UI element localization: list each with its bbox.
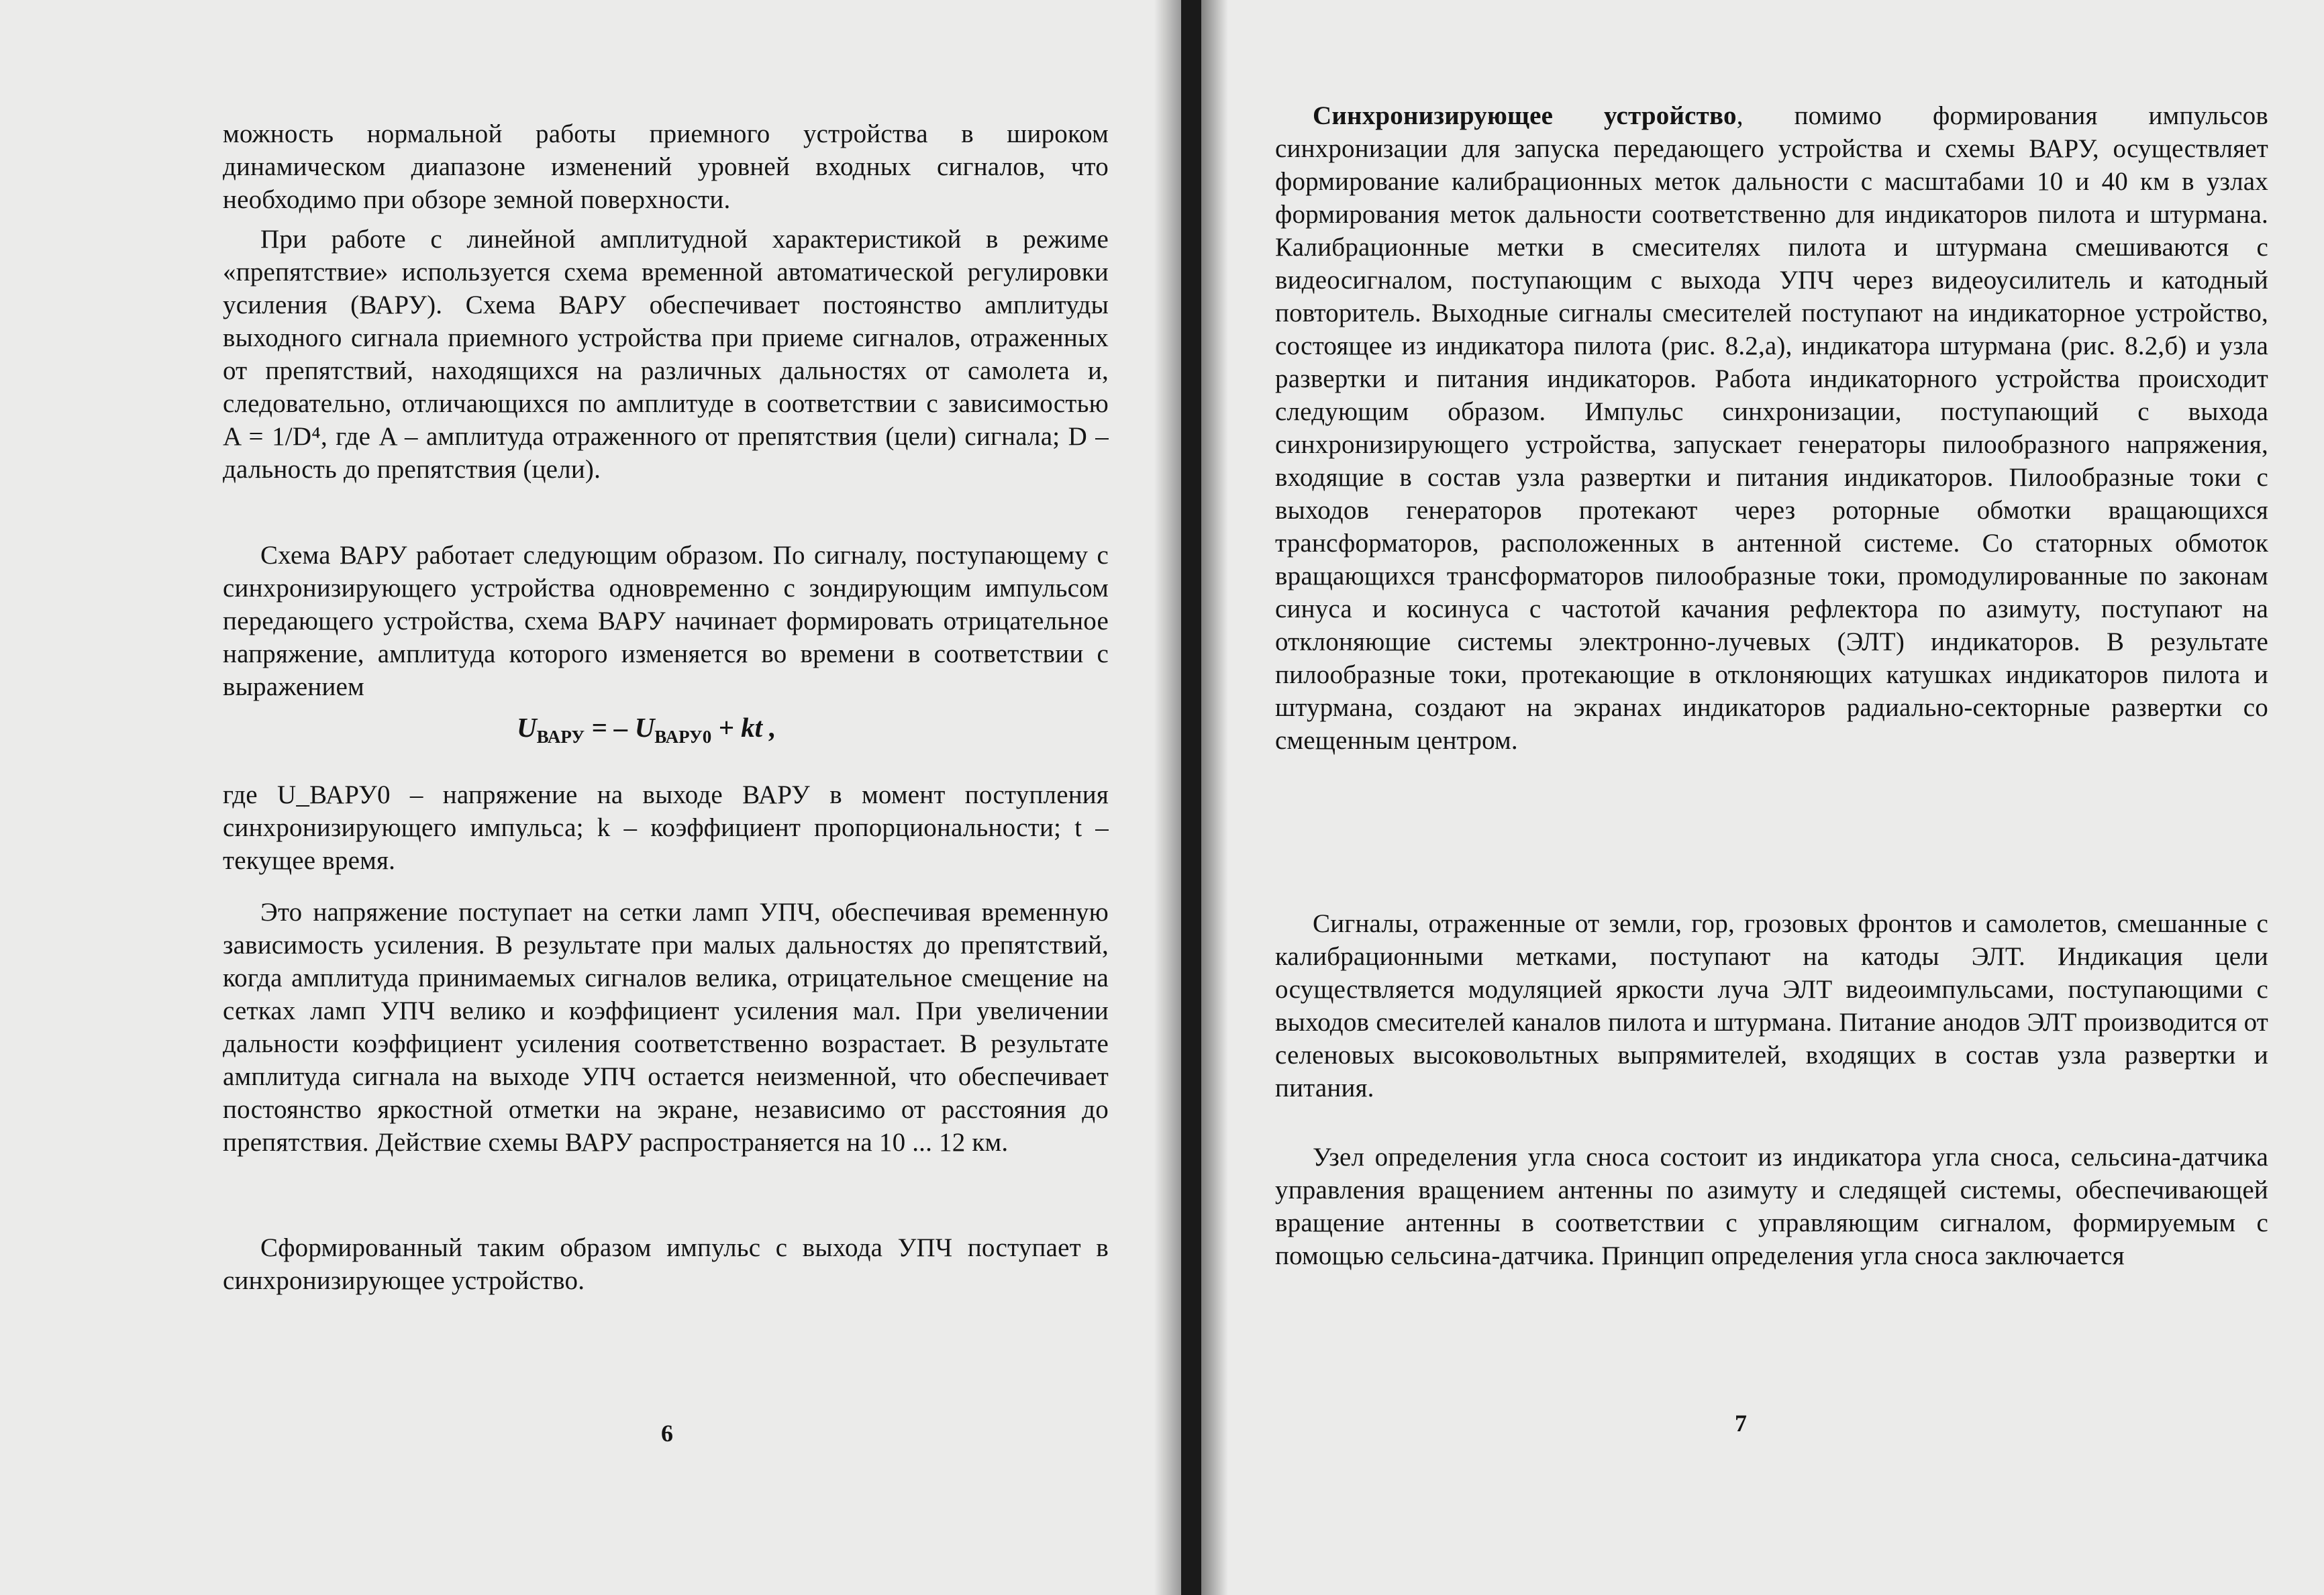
formula-rhs-sub: ВАРУ0: [654, 727, 712, 748]
varu-formula: [517, 711, 776, 748]
formula-lhs-sub: ВАРУ: [536, 727, 585, 748]
lead-term: Синхронизирующее устройство: [1313, 101, 1737, 130]
left-paragraph-5-block: [223, 896, 1109, 1159]
right-paragraph-1-block: [1275, 99, 2268, 757]
spine-shadow-right: [1201, 0, 1228, 1595]
right-paragraph-2-block: [1275, 907, 2268, 1104]
page-number-right: 7: [1735, 1410, 1747, 1437]
left-paragraph-3-block: [223, 539, 1109, 703]
right-paragraph-2: Сигналы, отраженные от земли, гор, грозовых фронтов и самолетов, смешанные с калибрационными метками, поступают на катоды ЭЛТ. Индикация цели осуществляется модуляцией яркости луча ЭЛТ видеоимпульсами, поступающими с выходов смесителей каналов пилота и штурмана. Питание анодов ЭЛТ производится от селеновых высоковольтных выпрямителей, входящих в состав узла развертки и питания.: [1275, 909, 2268, 1102]
left-paragraph-2: При работе с линейной амплитудной характеристикой в режиме «препятствие» используется схема временной автоматической регулировки усиления (ВАРУ). Схема ВАРУ обеспечивает постоянство амплитуды выходного сигнала приемного устройства при приеме сигналов, отраженных от препятствий, находящихся на различных дальностях от самолета и, следовательно, отличающихся по амплитуде в соответствии с зависимостью A = 1/D⁴, где A – амплитуда отраженного от препятствия (цели) сигнала; D – дальность до препятствия (цели).: [223, 225, 1109, 484]
left-paragraph-5: Это напряжение поступает на сетки ламп УПЧ, обеспечивая временную зависимость усиления. В результате при малых дальностях до препятствий, когда амплитуда принимаемых сигналов велика, отрицательное смещение на сетках ламп УПЧ велико и коэффициент усиления мал. При увеличении дальности коэффициент усиления соответственно возрастает. В результате амплитуда сигнала на выходе УПЧ остается неизменной, что обеспечивает постоянство яркостной отметки на экране, независимо от расстояния до препятствия. Действие схемы ВАРУ распространяется на 10 ... 12 км.: [223, 898, 1109, 1157]
left-paragraph-3: Схема ВАРУ работает следующим образом. По сигналу, поступающему с синхронизирующего устройства одновременно с зондирующим импульсом передающего устройства, схема ВАРУ начинает формировать отрицательное напряжение, амплитуда которого изменяется во времени в соответствии с выражением: [223, 541, 1109, 701]
page-number-left: 6: [661, 1420, 673, 1447]
right-page: [1201, 0, 2324, 1595]
left-paragraph-6-block: [223, 1231, 1109, 1297]
left-paragraph-1-block: [223, 117, 1109, 216]
left-paragraph-2-block: [223, 223, 1109, 486]
left-paragraph-6: Сформированный таким образом импульс с выхода УПЧ поступает в синхронизирующее устройство.: [223, 1233, 1109, 1295]
right-paragraph-3: Узел определения угла сноса состоит из индикатора угла сноса, сельсина-датчика управления вращением антенны по азимуту и следящей системы, обеспечивающей вращение антенны в соответствии с управляющим сигналом, формируемым с помощью сельсина-датчика. Принцип определения угла сноса заключается: [1275, 1143, 2268, 1270]
left-paragraph-4: где U_ВАРУ0 – напряжение на выходе ВАРУ в момент поступления синхронизирующего импульса; k – коэффициент пропорциональности; t – текущее время.: [223, 780, 1109, 875]
formula-lhs: U: [517, 712, 537, 743]
left-paragraph-4-block: [223, 778, 1109, 877]
formula-rhs: U: [634, 712, 655, 743]
spine-shadow-left: [1154, 0, 1181, 1595]
formula-tail: + kt ,: [711, 712, 776, 743]
right-paragraph-3-block: [1275, 1141, 2268, 1272]
formula-eq: = –: [585, 712, 635, 743]
right-paragraph-1: [1275, 99, 2268, 757]
right-paragraph-1-text: , помимо формирования импульсов синхронизации для запуска передающего устройства и схемы ВАРУ, осуществляет формирование калибрационных меток дальности с масштабами 10 и 40 км в узлах формирования меток дальности соответственно для индикаторов пилота и штурмана. Калибрационные метки в смесителях пилота и штурмана смешиваются с видеосигналом, поступающим с выхода УПЧ через видеоусилитель и катодный повторитель. Выходные сигналы смесителей поступают на индикаторное устройство, состоящее из индикатора пилота (рис. 8.2,а), индикатора штурмана (рис. 8.2,б) и узла развертки и питания индикаторов. Работа индикаторного устройства происходит следующим образом. Импульс синхронизации, поступающий с выхода синхронизирующего устройства, запускает генераторы пилообразного напряжения, входящие в состав узла развертки и питания индикаторов. Пилообразные токи с выходов генераторов протекают через роторные обмотки вращающихся трансформаторов, расположенных в антенной системе. Со статорных обмоток вращающихся трансформаторов пилообразные токи, промодулированные по законам синуса и косинуса с частотой качания рефлектора по азимуту, поступают на отклоняющие системы электронно-лучевых (ЭЛТ) индикаторов. В результате пилообразные токи, протекающие в отклоняющих катушках индикаторов пилота и штурмана, создают на экранах индикаторов радиально-секторные развертки со смещенным центром.: [1275, 101, 2268, 755]
left-paragraph-1: можность нормальной работы приемного устройства в широком динамическом диапазоне изменений уровней входных сигналов, что необходимо при обзоре земной поверхности.: [223, 119, 1109, 214]
